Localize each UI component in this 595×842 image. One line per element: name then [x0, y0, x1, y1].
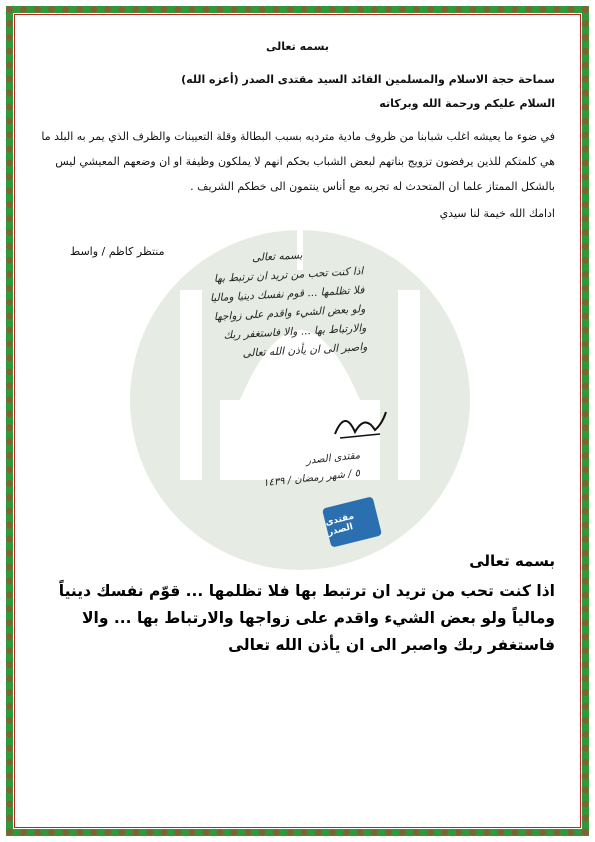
signature-date: ٥ / شهر رمضان / ١٤٣٩: [262, 467, 361, 490]
handwritten-line: فلا تظلمها ... قوم نفسك دينيا وماليا: [209, 284, 365, 305]
transcription-title: بسمه تعالى: [469, 552, 555, 570]
handwritten-line: اذا كنت تحب من تريد ان ترتبط بها: [213, 265, 364, 286]
transcription-text: اذا كنت تحب من تريد ان ترتبط بها فلا تظلمها ... قوّم نفسك دينياً ومالياً ولو بعض الشيء واقدم على زواجها والارتباط بها ... والا فاستغفر ربك واصبر الى ان يأذن الله تعالى: [58, 582, 555, 654]
signature-scrawl-icon: [330, 404, 390, 444]
signature-name: مقتدى الصدر: [305, 450, 361, 467]
mosque-watermark-icon: [120, 170, 480, 590]
handwritten-line: واصبر الى ان يأذن الله تعالى: [242, 341, 368, 360]
addressee-line: سماحة حجة الاسلام والمسلمين القائد السيد مقتدى الصدر (أعزه الله): [181, 73, 555, 86]
handwritten-reply: [102, 243, 368, 370]
letter-heading: بسمه تعالى: [266, 40, 329, 53]
handwritten-line: والارتباط بها ... والا فاستغفر ربك: [223, 322, 367, 342]
letter-body: في ضوء ما يعيشه اغلب شبابنا من ظروف مادية مترديه بسبب البطالة وقلة التعيينات والظرف الذي يمر به البلد ما هي كلمتكم للذين يرفضون تزويج بناتهم لبعض الشباب بحكم انهم لا يملكون وظيفة او ان وضعهم المعيشي ليس بالشكل الممتاز علما ان المتحدث له تجربه مع أناس ينتمون الى خطكم الشريف .: [41, 130, 555, 193]
greeting-line: السلام عليكم ورحمة الله وبركاته: [379, 97, 555, 110]
handwritten-line: ولو بعض الشيء واقدم على زواجها: [213, 303, 366, 324]
seal-stamp: مقتدى الصدر: [322, 496, 382, 547]
signer-name: منتظر كاظم / واسط: [70, 245, 165, 258]
handwritten-line: بسمه تعالى: [251, 249, 303, 265]
letter-closing: ادامك الله خيمة لنا سيدي: [439, 207, 555, 220]
